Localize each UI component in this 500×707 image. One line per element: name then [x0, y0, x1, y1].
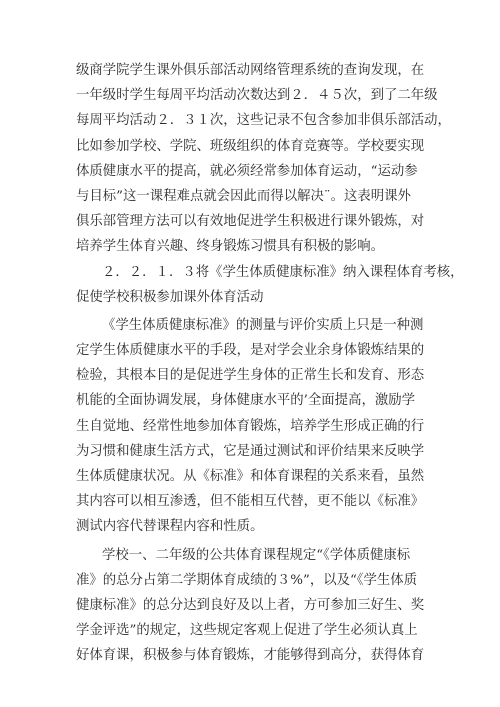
text-line: 生自觉地、经常性地参加体育锻炼，培养学生形成正确的行	[76, 418, 425, 434]
text-line: 测试内容代替课程内容和性质。	[76, 519, 264, 535]
paragraph-2	[76, 313, 426, 540]
text-line: 体质健康水平的提高，就必须经常参加体育运动，“运动参	[76, 163, 418, 179]
paragraph-1	[76, 58, 451, 260]
text-line: 比如参加学校、学院、班级组织的体育竞赛等。学校要实现	[76, 138, 425, 154]
text-line: 每周平均活动２．３１次，这些记录不包含参加非俱乐部活动，	[76, 113, 451, 129]
text-line: 一年级时学生每周平均活动次数达到２．４５次，到了二年级	[76, 88, 438, 104]
text-line: 好体育课，积极参与体育锻炼，才能够得到高分，获得体育	[76, 648, 425, 664]
text-line: 与目标”这一课程难点就会因此而得以解决¨。这表明课外	[76, 188, 411, 204]
text-line: 健康标准》的总分达到良好及以上者，方可参加三好生、奖	[76, 597, 425, 613]
text-line: 学校一、二年级的公共体育课程规定“《学体质健康标	[102, 547, 411, 563]
text-line: 机能的全面协调发展，身体健康水平的’全面提高，激励学	[76, 393, 416, 409]
text-line: 定学生体质健康水平的手段，是对学会业余身体锻炼结果的	[76, 343, 425, 359]
text-line: 生体质健康状况。从《标准》和体育课程的关系来看，虽然	[76, 469, 425, 484]
text-line: 俱乐部管理方法可以有效地促进学生积极进行课外锻炼，对	[76, 214, 425, 230]
text-line: 培养学生体育兴趣、终身锻炼习惯具有积极的影响。	[76, 239, 384, 255]
text-line: 准》的总分占第二学期体育成绩的３%”，以及“《学生体质	[76, 572, 418, 588]
text-line: 检验，其根本目的是促进学生身体的正常生长和发育、形态	[76, 368, 425, 384]
heading-line: ２．２．１．３将《学生体质健康标准》纳入课程体育考核，	[102, 264, 464, 280]
text-line: 学金评选”的规定，这些规定客观上促进了学生必须认真上	[76, 623, 418, 639]
paragraph-3	[76, 543, 426, 669]
text-line: 级商学院学生课外俱乐部活动网络管理系统的查询发现，在	[76, 63, 425, 78]
heading-line: 促使学校积极参加课外体育活动	[76, 289, 264, 305]
section-heading	[76, 260, 464, 310]
document-body	[76, 58, 464, 669]
text-line: 其内容可以相互渗透，但不能相互代替，更不能以《标准》	[76, 494, 425, 510]
text-line: 《学生体质健康标准》的测量与评价实质上只是一种测	[102, 317, 424, 333]
text-line: 为习惯和健康生活方式，它是通过测试和评价结果来反映学	[76, 443, 425, 459]
